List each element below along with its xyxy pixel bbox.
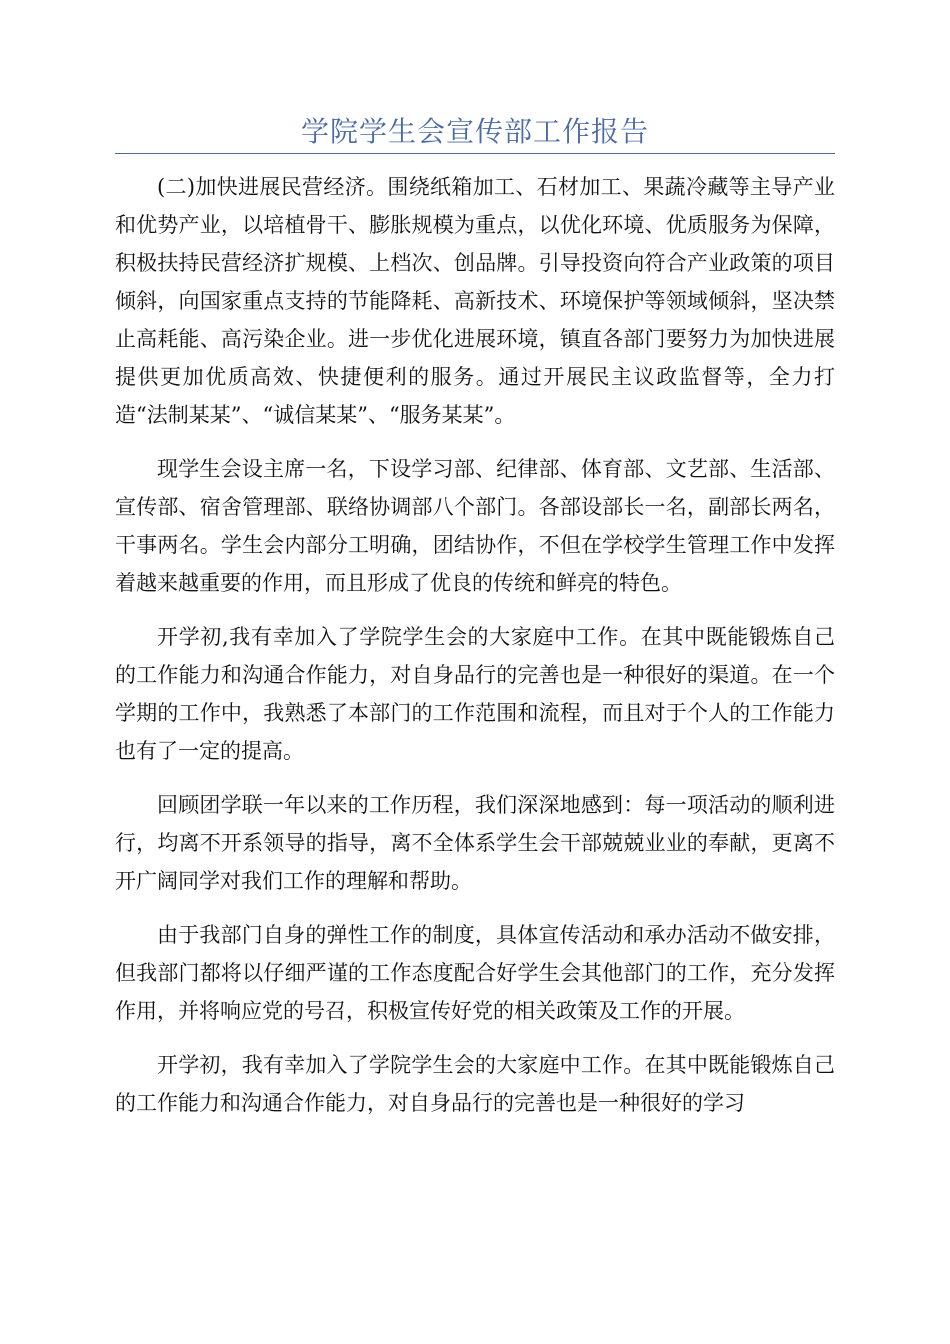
paragraph-2: 现学生会设主席一名，下设学习部、纪律部、体育部、文艺部、生活部、宣传部、宿舍管理部、联络协调部八个部门。各部设部长一名，副部长两名，干事两名。学生会内部分工明确，团结协作，不但在学校学生管理工作中发挥着越来越重要的作用，而且形成了优良的传统和鲜亮的特色。 [115,457,835,595]
document-body [115,168,835,1138]
paragraph-6: 开学初，我有幸加入了学院学生会的大家庭中工作。在其中既能锻炼自己的工作能力和沟通合作能力，对自身品行的完善也是一种很好的学习 [115,1053,835,1115]
paragraph-3: 开学初,我有幸加入了学院学生会的大家庭中工作。在其中既能锻炼自己的工作能力和沟通合作能力，对自身品行的完善也是一种很好的渠道。在一个学期的工作中，我熟悉了本部门的工作范围和流程，而且对于个人的工作能力也有了一定的提高。 [115,625,835,763]
title-underline [115,153,835,154]
paragraph-1: (二)加快进展民营经济。围绕纸箱加工、石材加工、果蔬冷藏等主导产业和优势产业，以培植骨干、膨胀规模为重点，以优化环境、优质服务为保障，积极扶持民营经济扩规模、上档次、创品牌。引导投资向符合产业政策的项目倾斜，向国家重点支持的节能降耗、高新技术、环境保护等领域倾斜，坚决禁止高耗能、高污染企业。进一步优化进展环境，镇直各部门要努力为加快进展提供更加优质高效、快捷便利的服务。通过开展民主议政监督等，全力打造“法制某某”、“诚信某某”、“服务某某”。 [115,175,835,427]
paragraph-4: 回顾团学联一年以来的工作历程，我们深深地感到：每一项活动的顺利进行，均离不开系领导的指导，离不全体系学生会干部兢兢业业的奉献，更离不开广阔同学对我们工作的理解和帮助。 [115,793,835,893]
document-title: 学院学生会宣传部工作报告 [300,115,649,148]
paragraph-5: 由于我部门自身的弹性工作的制度，具体宣传活动和承办活动不做安排，但我部门都将以仔细严谨的工作态度配合好学生会其他部门的工作，充分发挥作用，并将响应党的号召，积极宣传好党的相关政策及工作的开展。 [115,923,835,1023]
